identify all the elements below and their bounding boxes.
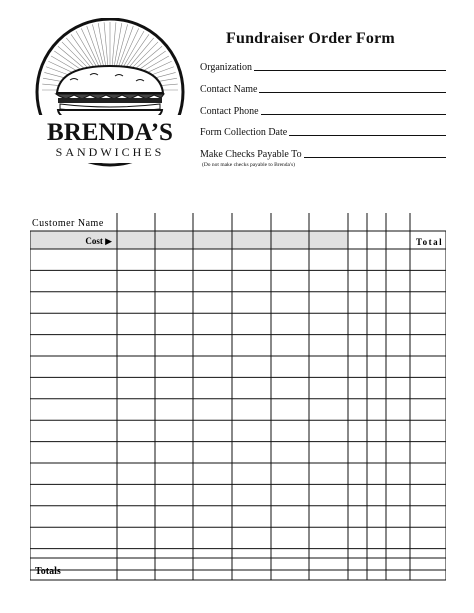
- total-header: Total: [416, 237, 444, 247]
- payable-to-field[interactable]: [200, 149, 446, 160]
- form-title: Fundraiser Order Form: [226, 30, 395, 47]
- contact-name-line[interactable]: [259, 92, 446, 93]
- contact-name-field[interactable]: [200, 84, 446, 95]
- logo-subtitle-text: SANDWICHES: [55, 145, 165, 159]
- payable-to-label: Make Checks Payable To: [200, 149, 302, 160]
- organization-line[interactable]: [254, 70, 446, 71]
- contact-phone-field[interactable]: [200, 106, 446, 117]
- totals-label: Totals: [35, 566, 61, 577]
- collection-date-field[interactable]: [200, 127, 446, 138]
- collection-date-label: Form Collection Date: [200, 127, 288, 138]
- logo-brand-text: BRENDA’S: [47, 119, 173, 146]
- brendas-logo: [30, 18, 190, 198]
- payable-note: (Do not make checks payable to Brenda's): [202, 162, 295, 168]
- order-table: [30, 213, 446, 581]
- customer-name-header: Customer Name: [32, 218, 104, 229]
- organization-label: Organization: [200, 62, 253, 73]
- cost-label: Cost ▶: [85, 236, 112, 246]
- collection-date-line[interactable]: [289, 135, 446, 136]
- contact-phone-line[interactable]: [261, 114, 446, 115]
- organization-field[interactable]: [200, 62, 446, 73]
- payable-to-line[interactable]: [304, 157, 446, 158]
- cost-row-fill: [30, 231, 348, 249]
- contact-phone-label: Contact Phone: [200, 106, 259, 117]
- contact-name-label: Contact Name: [200, 84, 258, 95]
